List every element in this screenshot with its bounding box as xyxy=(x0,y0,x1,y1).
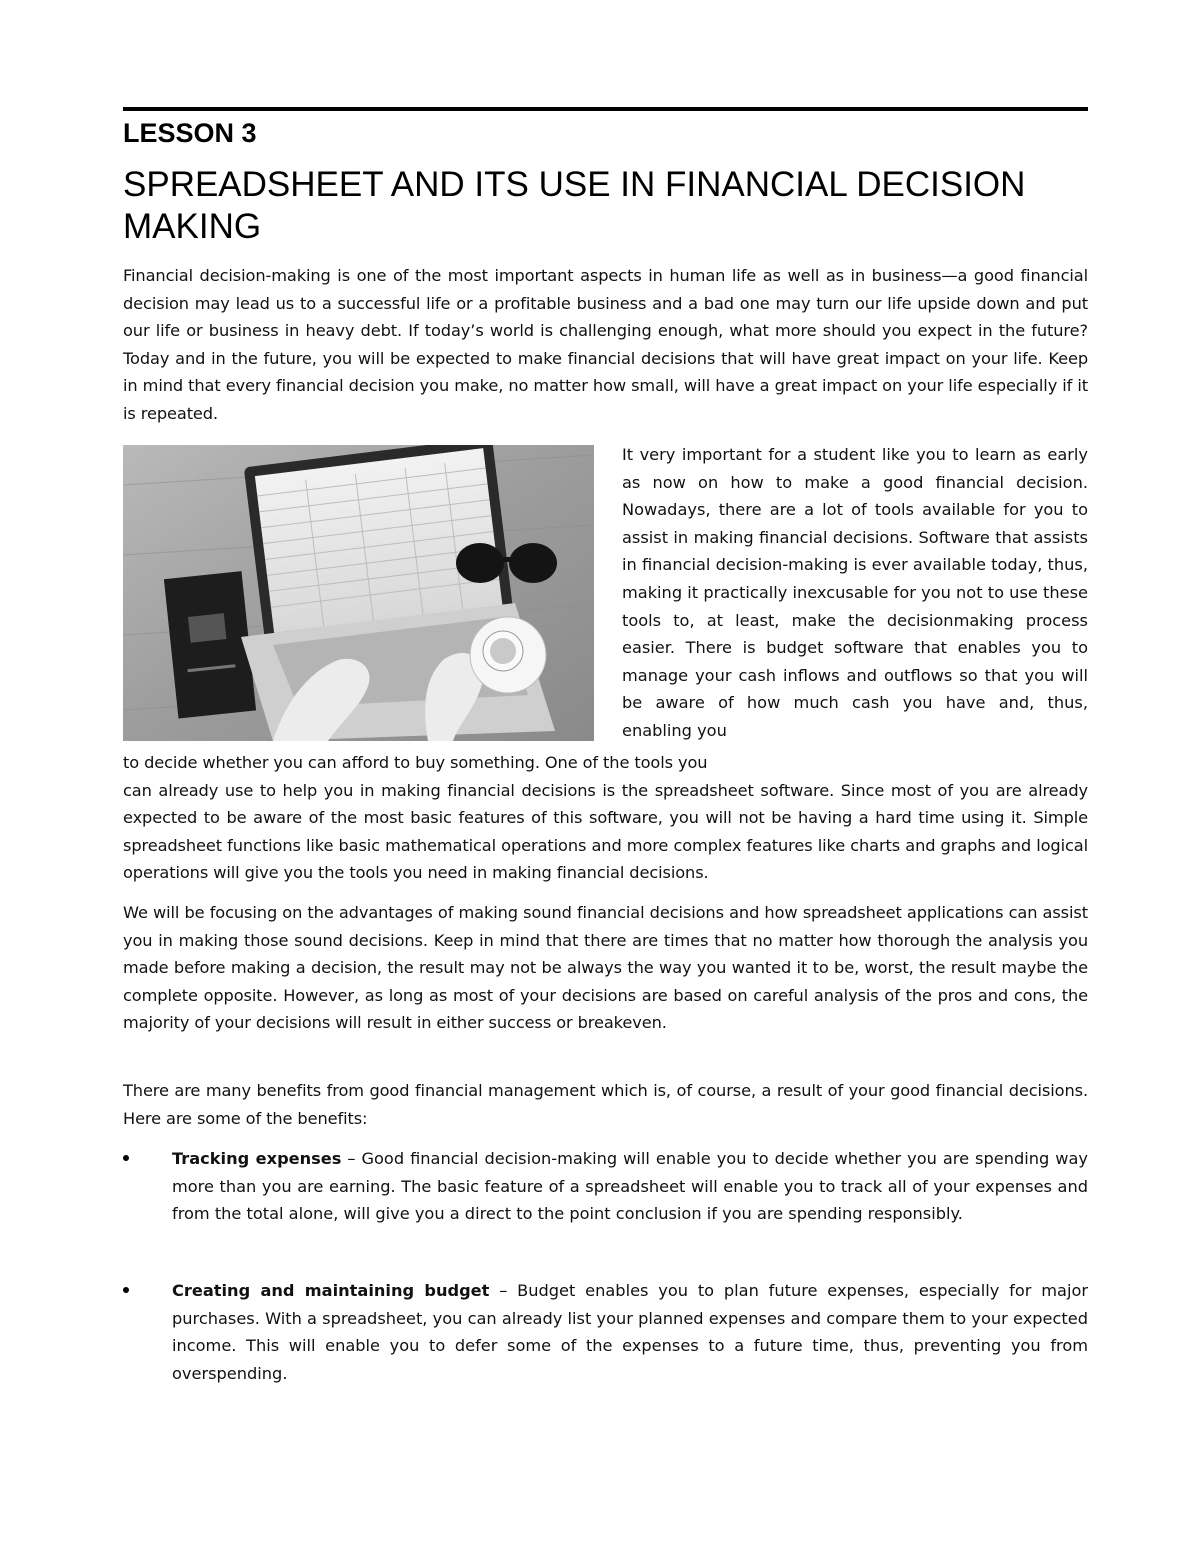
laptop-photo xyxy=(123,445,594,741)
top-rule xyxy=(123,107,1088,111)
bullet-dot-icon xyxy=(123,1155,129,1161)
tools-paragraph-continued xyxy=(123,749,1088,887)
bullet-dot-icon xyxy=(123,1287,129,1293)
tools-paragraph-line: to decide whether you can afford to buy something. One of the tools you xyxy=(123,753,708,772)
bullet-description: – Budget enables you to plan future expenses, especially for major purchases. With a spreadsheet, you can already list your planned expenses and compare them to your expected income. This will enable you to defer some of the expenses to a future time, thus, preventing you from overspending. xyxy=(172,1281,1088,1383)
bullet-term: Tracking expenses xyxy=(172,1149,342,1168)
lesson-label: LESSON 3 xyxy=(123,118,257,148)
bullet-term: Creating and maintaining budget xyxy=(172,1281,490,1300)
benefits-intro-paragraph: There are many benefits from good financial management which is, of course, a result of your good financial decisions. Here are some of the benefits: xyxy=(123,1081,1088,1128)
bullet-description: – Good financial decision-making will enable you to decide whether you are spending way more than you are earning. The basic feature of a spreadsheet will enable you to track all of your expenses and from the total alone, will give you a direct to the point conclusion if you are spending responsibly. xyxy=(172,1149,1088,1224)
tools-paragraph-side: It very important for a student like you to learn as early as now on how to make a good financial decision. Nowadays, there are a lot of tools available for you to assist in making financial decisions. Software that assists in financial decision-making is ever available today, thus, making it practically inexcusable for you not to use these tools to, at least, make the decisionmaking process easier. There is budget software that enables you to manage your cash inflows and outflows so that you will be aware of how much cash you have and, thus, enabling you xyxy=(622,445,1088,740)
tools-paragraph-rest: can already use to help you in making financial decisions is the spreadsheet software. Since most of you are already expected to be aware of the most basic features of this software, you will not be having a hard time using it. Simple spreadsheet functions like basic mathematical operations and more complex features like charts and graphs and logical operations will give you the tools you need in making financial decisions. xyxy=(123,780,1088,883)
bullet-text xyxy=(172,1277,1088,1387)
page-title: SPREADSHEET AND ITS USE IN FINANCIAL DECISION MAKING xyxy=(123,165,1026,246)
focus-paragraph: We will be focusing on the advantages of making sound financial decisions and how spreadsheet applications can assist you in making those sound decisions. Keep in mind that there are times that no matter how thorough the analysis you made before making a decision, the result may not be always the way you wanted it to be, worst, the result maybe the complete opposite. However, as long as most of your decisions are based on careful analysis of the pros and cons, the majority of your decisions will result in either success or breakeven. xyxy=(123,903,1088,1033)
bullet-text xyxy=(172,1145,1088,1228)
intro-paragraph: Financial decision-making is one of the most important aspects in human life as well as in business—a good financial decision may lead us to a successful life or a profitable business and a bad one may turn our life upside down and put our life or business in heavy debt. If today’s world is challenging enough, what more should you expect in the future? Today and in the future, you will be expected to make financial decisions that will have great impact on your life. Keep in mind that every financial decision you make, no matter how small, will have a great impact on your life especially if it is repeated. xyxy=(123,266,1088,423)
